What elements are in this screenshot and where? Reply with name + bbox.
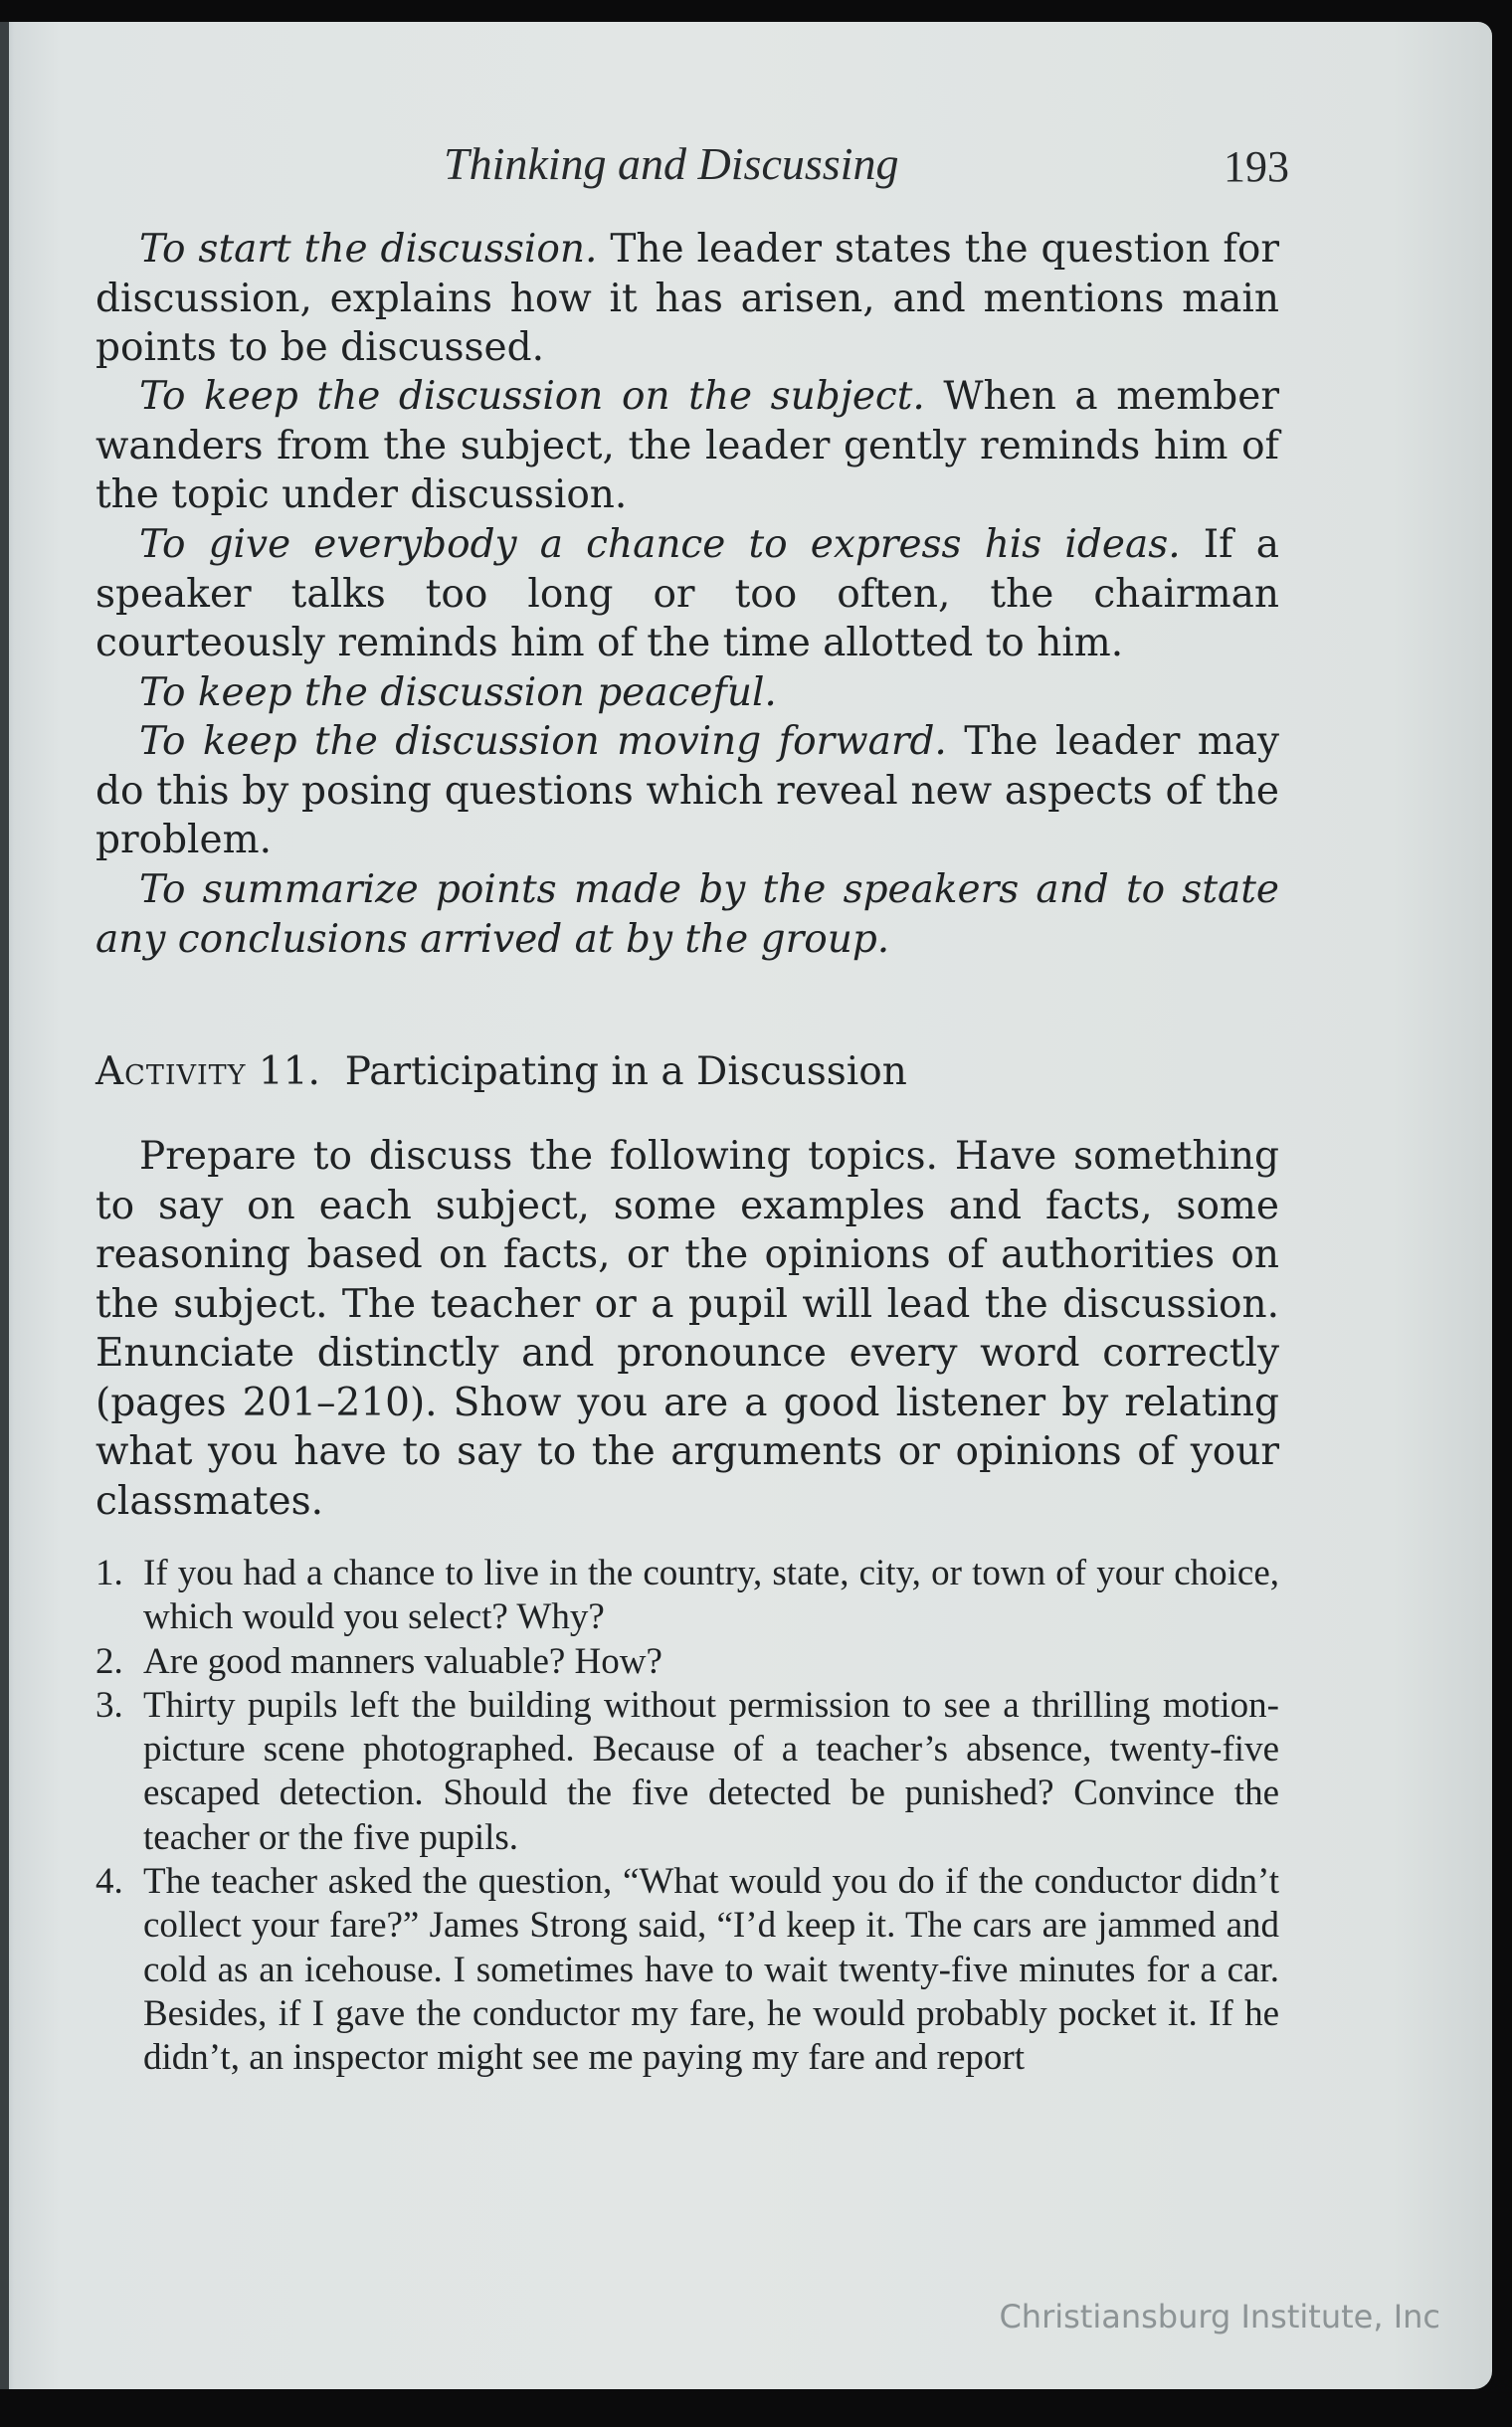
duty-lead: To keep the discussion peaceful. (139, 670, 777, 715)
topic-number: 2. (95, 1640, 123, 1682)
duty-lead: To start the discussion. (139, 227, 598, 272)
duty-lead: To keep the discussion moving forward. (139, 719, 947, 764)
topic-text: The teacher asked the question, “What would you do if the conductor didn’t collect your fare?” James Strong said, “I’d keep it. The cars are jammed and cold as an icehouse. I sometimes have to wait twenty-five minutes for a car. Besides, if I gave the conductor my fare, he would probably pocket it. If he didn’t, an inspector might see me paying my fare and report (143, 1861, 1279, 2079)
running-title: Thinking and Discussing (444, 138, 899, 189)
running-head (95, 137, 1289, 197)
activity-label: Activity (95, 1049, 247, 1094)
duty-lead: To keep the discussion on the subject. (139, 374, 925, 419)
topic-text: Thirty pupils left the building without permission to see a thrilling motion-picture scene photographed. Because of a teacher’s absence, twenty-five escaped detection. Should the five detected be punished? Convince the teacher or the five pupils. (143, 1684, 1279, 1858)
duty-paragraph (95, 865, 1279, 964)
activity-instructions: Prepare to discuss the following topics. Have something to say on each subject, some examples and facts, some reasoning based on facts, or the opinions of authorities on the subject. The teacher or a pupil will lead the discussion. Enunciate distinctly and pronounce every word correctly (pages 201–210). Show you are a good listener by relating what you have to say to the arguments or opinions of your classmates. (95, 1134, 1279, 1524)
duty-paragraph (95, 520, 1279, 668)
activity-title: Participating in a Discussion (344, 1049, 907, 1094)
topic-text: Are good manners valuable? How? (143, 1640, 662, 1682)
topic-text: If you had a chance to live in the country, state, city, or town of your choice, which would you select? Why? (143, 1553, 1279, 1638)
list-item (95, 1552, 1279, 1640)
topic-number: 1. (95, 1553, 123, 1593)
duty-text: When a member wanders from the subject, the leader gently reminds him of the topic under discussion. (95, 374, 1279, 517)
page-edge-shadow (0, 22, 9, 2389)
duty-paragraph (95, 225, 1279, 373)
duty-text: The leader may do this by posing questions which reveal new aspects of the problem. (95, 719, 1279, 862)
activity-number: 11. (258, 1049, 320, 1094)
duty-paragraph (95, 372, 1279, 520)
activity-heading (95, 1049, 907, 1094)
list-item (95, 1640, 1279, 1684)
duty-lead: To summarize points made by the speakers and to state any conclusions arrived at by the group. (95, 867, 1279, 962)
duty-text: The leader states the question for discussion, explains how it has arisen, and mentions main points to be discussed. (95, 227, 1279, 370)
duty-lead: To give everybody a chance to express his ideas. (139, 522, 1181, 567)
list-item (95, 1860, 1279, 2080)
topic-number: 3. (95, 1684, 123, 1726)
duty-paragraph (95, 668, 1279, 718)
topic-list (95, 1552, 1279, 2081)
topic-number: 4. (95, 1861, 123, 1903)
page-number: 193 (1224, 142, 1289, 191)
duty-paragraph (95, 717, 1279, 865)
duty-text: If a speaker talks too long or too often, the chairman courteously reminds him of the time allotted to him. (95, 522, 1279, 665)
watermark: Christiansburg Institute, Inc (999, 2298, 1440, 2335)
list-item (95, 1684, 1279, 1860)
